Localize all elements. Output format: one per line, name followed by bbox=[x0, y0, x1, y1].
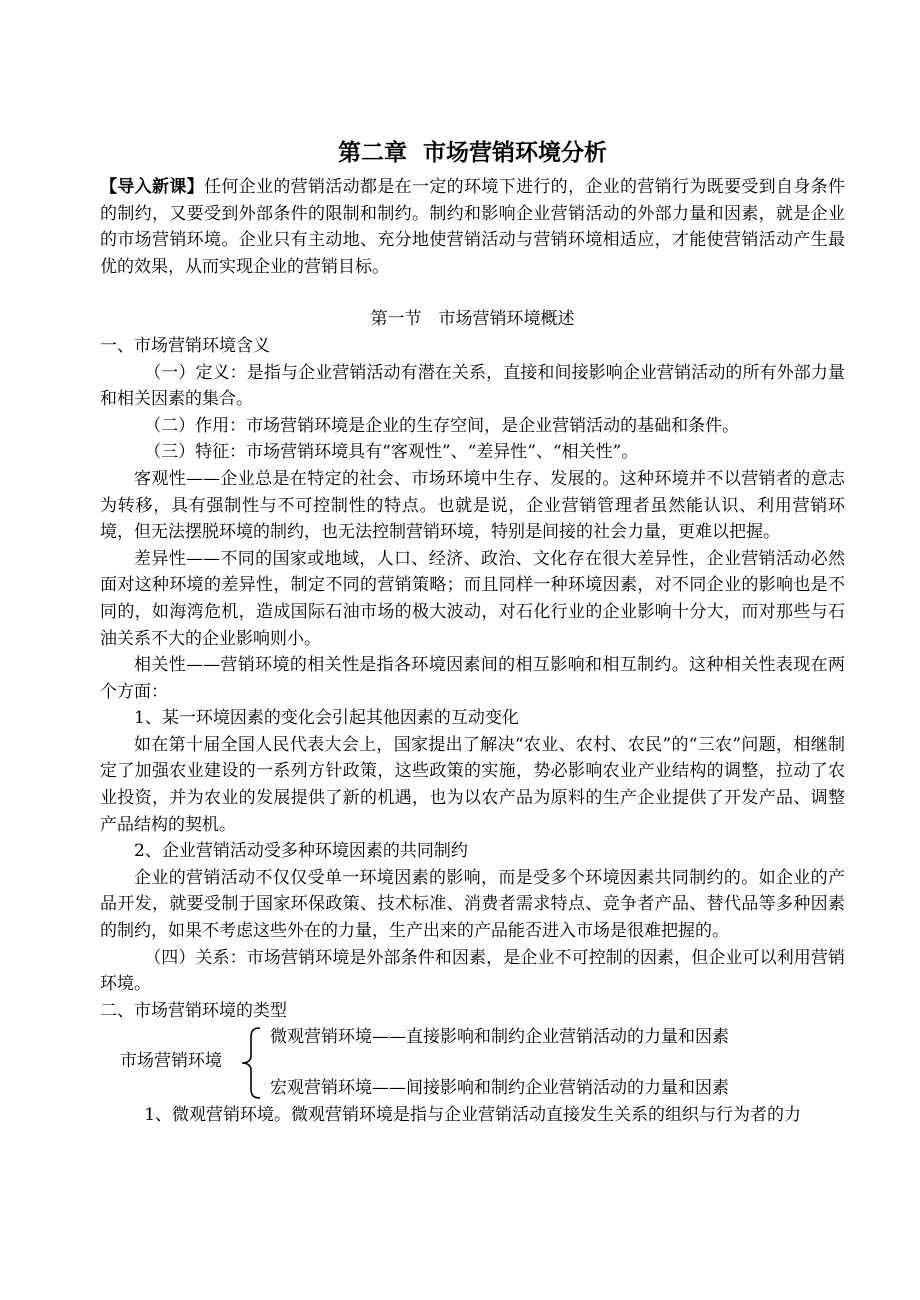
diagram-micro-item: 微观营销环境——直接影响和制约企业营销活动的力量和因素 bbox=[270, 1027, 729, 1048]
difference-paragraph: 差异性——不同的国家或地域，人口、经济、政治、文化存在很大差异性，企业营销活动必然面对这种环境的差异性，制定不同的营销策略；而且同样一种环境因素，对不同企业的影响也是不同的，如海湾危机，造成国际石油市场的极大波动，对石化行业的企业影响十分大，而对那些与石油关系不大的企业影响则小。 bbox=[100, 548, 845, 649]
intro-text: 任何企业的营销活动都是在一定的环境下进行的，企业的营销行为既要受到自身条件的制约，又要受到外部条件的限制和制约。制约和影响企业营销活动的外部力量和因素，就是企业的市场营销环境。企业只有主动地、充分地使营销活动与营销环境相适应，才能使营销活动产生最优的效果，从而实现企业的营销目标。 bbox=[100, 177, 845, 277]
role-paragraph: （二）作用：市场营销环境是企业的生存空间，是企业营销活动的基础和条件。 bbox=[144, 415, 740, 436]
chapter-title bbox=[100, 138, 845, 168]
diagram-macro-item: 宏观营销环境——间接影响和制约企业营销活动的力量和因素 bbox=[270, 1078, 729, 1099]
document-content bbox=[100, 138, 845, 1129]
intro-label: 【导入新课】 bbox=[100, 177, 204, 197]
intro-paragraph bbox=[100, 174, 845, 280]
relevance-point-1-title: 1、某一环境因素的变化会引起其他因素的互动变化 bbox=[134, 708, 519, 729]
environment-types-diagram bbox=[100, 1024, 845, 1102]
micro-environment-paragraph: 1、微观营销环境。微观营销环境是指与企业营销活动直接发生关系的组织与行为者的力 bbox=[144, 1105, 802, 1126]
chapter-name: 市场营销环境分析 bbox=[423, 139, 607, 166]
left-brace-icon bbox=[238, 1026, 264, 1100]
feature-paragraph: （三）特征：市场营销环境具有“客观性”、“差异性”、“相关性”。 bbox=[144, 442, 639, 463]
objectivity-paragraph: 客观性——企业总是在特定的社会、市场环境中生存、发展的。这种环境并不以营销者的意志为转移，具有强制性与不可控制性的特点。也就是说，企业营销管理者虽然能认识、利用营销环境，但无法摆脱环境的制约，也无法控制营销环境，特别是间接的社会力量，更难以把握。 bbox=[100, 468, 845, 543]
relevance-paragraph: 相关性——营销环境的相关性是指各环境因素间的相互影响和相互制约。这种相关性表现在两个方面： bbox=[100, 655, 845, 702]
section-title: 第一节 市场营销环境概述 bbox=[370, 309, 575, 330]
diagram-root-label: 市场营销环境 bbox=[120, 1051, 222, 1072]
chapter-number: 第二章 bbox=[338, 139, 407, 166]
relevance-point-2-text: 企业的营销活动不仅仅受单一环境因素的影响，而是受多个环境因素共同制约的。如企业的产品开发，就要受制于国家环保政策、技术标准、消费者需求特点、竞争者产品、替代品等多种因素的制约，如果不考虑这些外在的力量，生产出来的产品能否进入市场是很难把握的。 bbox=[100, 867, 845, 942]
heading-meaning: 一、市场营销环境含义 bbox=[100, 335, 270, 356]
heading-types: 二、市场营销环境的类型 bbox=[100, 1000, 287, 1021]
relevance-point-2-title: 2、企业营销活动受多种环境因素的共同制约 bbox=[134, 841, 468, 862]
definition-paragraph: （一）定义：是指与企业营销活动有潜在关系，直接和间接影响企业营销活动的所有外部力量和相关因素的集合。 bbox=[100, 362, 845, 410]
relevance-point-1-text: 如在第十届全国人民代表大会上，国家提出了解决“农业、农村、农民”的“三农”问题，相继制定了加强农业建设的一系列方针政策，这些政策的实施，势必影响农业产业结构的调整，拉动了农业投资，并为农业的发展提供了新的机遇，也为以农产品为原料的生产企业提供了开发产品、调整产品结构的契机。 bbox=[100, 734, 845, 835]
relation-paragraph: （四）关系：市场营销环境是外部条件和因素，是企业不可控制的因素，但企业可以利用营销环境。 bbox=[100, 947, 845, 995]
